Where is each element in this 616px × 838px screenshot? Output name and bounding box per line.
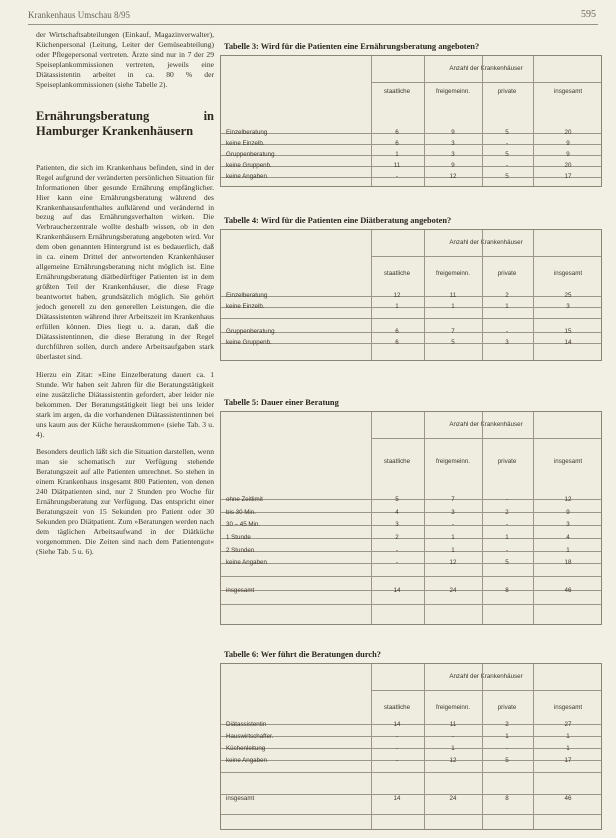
table-3 — [220, 42, 602, 187]
table-body — [220, 663, 602, 830]
table-cell: 1 — [566, 547, 570, 554]
table-cell: - — [451, 733, 455, 740]
table-cell: 3 — [451, 151, 455, 158]
group-header-label: Anzahl der Krankenhäuser — [449, 65, 523, 72]
group-header-label: Anzahl der Krankenhäuser — [449, 673, 523, 680]
table-cell: 17 — [564, 173, 572, 180]
running-head: Krankenhaus Umschau 8/95 — [28, 10, 130, 20]
table-cell: 7 — [451, 496, 455, 503]
table-cell: 25 — [564, 292, 572, 299]
table-cell: 6 — [395, 129, 399, 136]
column-divider — [371, 664, 372, 829]
table-cell: 3 — [395, 521, 399, 528]
table-cell: 1 — [451, 547, 455, 554]
table-title: Tabelle 5: Dauer einer Beratung — [224, 398, 339, 407]
row-label: Einzelberatung — [226, 129, 268, 136]
table-cell: 4 — [395, 509, 399, 516]
row-label: keine Gruppenb. — [226, 162, 272, 169]
table-cell: 1 — [505, 303, 509, 310]
column-header: staatliche — [383, 88, 411, 95]
table-body — [220, 55, 602, 187]
table-cell: 6 — [395, 140, 399, 147]
table-cell: 5 — [505, 559, 509, 566]
column-divider — [482, 664, 483, 829]
column-divider — [371, 230, 372, 360]
table-cell: 18 — [564, 559, 572, 566]
row-label: Küchenleitung — [226, 745, 266, 752]
paragraph-1: der Wirtschaftsabteilungen (Einkauf, Magazinverwalter), Küchenpersonal (Leitung, Leiter der Gemüseabteilung) oder Pflegepersonal vertreten. Ärzte sind nur in 7 der 29 Speiseplankommissionen vertreten, jeweils eine Diätassistentin arbeitet in ca. 80 % der Speiseplankommissionen (siehe Tabelle 2). — [36, 30, 214, 89]
row-label: insgesamt — [226, 587, 255, 594]
table-cell: 9 — [566, 151, 570, 158]
row-label: Gruppenberatung — [226, 328, 275, 335]
table-cell: 11 — [449, 721, 457, 728]
table-cell: 46 — [564, 795, 572, 802]
table-cell: 15 — [564, 328, 572, 335]
column-header: freigemeinn. — [435, 458, 471, 465]
row-label: keine Einzelb. — [226, 303, 265, 310]
table-cell: 14 — [393, 587, 401, 594]
table-cell: 1 — [566, 745, 570, 752]
table-cell: 1 — [505, 733, 509, 740]
row-label: keine Gruppenb. — [226, 339, 272, 346]
row-label: Hauswirtschafter. — [226, 733, 274, 740]
section-heading: Ernährungsberatung in Hamburger Krankenhäusern — [36, 108, 214, 138]
column-header: insgesamt — [553, 704, 583, 711]
table-cell: - — [395, 173, 399, 180]
row-label: ohne Zeitlimit — [226, 496, 263, 503]
column-divider — [424, 664, 425, 829]
table-cell: - — [395, 733, 399, 740]
table-cell: 9 — [451, 162, 455, 169]
row-divider — [221, 814, 601, 815]
table-cell: 1 — [505, 534, 509, 541]
table-cell: 5 — [505, 173, 509, 180]
column-divider — [482, 230, 483, 360]
group-header — [371, 664, 601, 691]
column-header: freigemeinn. — [435, 88, 471, 95]
table-cell: 5 — [451, 339, 455, 346]
row-divider — [221, 772, 601, 773]
group-header — [371, 412, 601, 439]
table-cell: 14 — [393, 721, 401, 728]
table-cell: - — [395, 745, 399, 752]
paragraph-2: Patienten, die sich im Krankenhaus befinden, sind in der Regel aufgrund der veränderten persönlichen Situation für Informationen über gesunde Ernährung empfänglicher. Hier kann eine Ernährungsberatung während des Krankenhausaufenthaltes aufklärend und verändernd in bezug auf das Ernährungsverhalten wirken. Die Verbraucherzentrale wollte deshalb wissen, ob in den Krankenhäusern Ernährungsberatung angeboten wird. Vor dem oben genannten Hintergrund ist es bedauerlich, daß in ca. einem Drittel der antwortenden Krankenhäuser allgemeine Ernährungsberatung nicht möglich ist. Eine Ernährungsberatung diätbedürftiger Patienten ist in dem größten Teil der Krankenhäuser, die diese Frage beantwortet haben, grundsätzlich möglich. Sie gehört jedoch generell zu den generellen Leistungen, die die Diätassistenten während ihrer Arbeitszeit im Krankenhaus erfüllen können. Dies liegt u. a. daran, daß die Diätassistentinnen, die diese Beratung in der Regel durchführen sollen, durch andere Arbeitsaufgaben stark überlastet sind. — [36, 162, 214, 361]
row-label: 1 Stunde — [226, 534, 251, 541]
header-rule — [28, 24, 598, 25]
table-cell: 11 — [449, 292, 457, 299]
row-label: 30 – 45 Min. — [226, 521, 261, 528]
table-cell: 24 — [449, 795, 457, 802]
group-header — [371, 56, 601, 83]
table-cell: 1 — [451, 745, 455, 752]
table-body — [220, 229, 602, 361]
page-number: 595 — [581, 9, 596, 20]
table-cell: 14 — [393, 795, 401, 802]
left-text-column — [36, 30, 214, 564]
table-cell: 1 — [451, 303, 455, 310]
table-cell: 5 — [395, 496, 399, 503]
column-header: staatliche — [383, 458, 411, 465]
column-divider — [533, 412, 534, 624]
column-divider — [424, 230, 425, 360]
row-divider — [221, 604, 601, 605]
column-header: freigemeinn. — [435, 270, 471, 277]
column-header: freigemeinn. — [435, 704, 471, 711]
table-cell: 24 — [449, 587, 457, 594]
row-label: Einzelberatung — [226, 292, 268, 299]
table-cell: 5 — [505, 129, 509, 136]
table-cell: 3 — [451, 140, 455, 147]
column-header: insgesamt — [553, 270, 583, 277]
paragraph-3: Hierzu ein Zitat: »Eine Einzelberatung dauert ca. 1 Stunde. Wir haben seit Jahren für die Beratungstätigkeit eine zusätzliche Diätassistentin gefordert, aber leider nie bekommen. Der Beratungstätigkeit liegt bei uns leider stark im argen, da die vorhandenen Diätassistentinnen bei uns kaum aus der Küche herauskommen« (siehe Tab. 3 u. 4). — [36, 369, 214, 439]
table-cell: - — [505, 162, 509, 169]
table-cell: 1 — [395, 303, 399, 310]
row-label: keine Angaben — [226, 559, 267, 566]
table-cell: 3 — [505, 339, 509, 346]
group-header-label: Anzahl der Krankenhäuser — [449, 421, 523, 428]
column-header: private — [497, 704, 517, 711]
group-header — [371, 230, 601, 257]
row-label: keine Einzelb. — [226, 140, 265, 147]
row-label: Gruppenberatung — [226, 151, 275, 158]
column-header: insgesamt — [553, 458, 583, 465]
row-label: Diätassistentin — [226, 721, 267, 728]
table-cell: 9 — [566, 509, 570, 516]
table-4 — [220, 216, 602, 361]
table-cell: 27 — [564, 721, 572, 728]
table-cell: 2 — [505, 292, 509, 299]
column-header: private — [497, 88, 517, 95]
table-cell: 1 — [395, 151, 399, 158]
row-divider — [221, 576, 601, 577]
table-cell: - — [395, 559, 399, 566]
table-cell: 3 — [566, 521, 570, 528]
table-cell: - — [395, 757, 399, 764]
table-body — [220, 411, 602, 625]
table-cell: 3 — [566, 303, 570, 310]
table-cell: - — [505, 521, 509, 528]
table-5 — [220, 398, 602, 625]
column-header: private — [497, 270, 517, 277]
column-divider — [371, 412, 372, 624]
table-cell: 12 — [449, 559, 457, 566]
table-cell: 9 — [451, 129, 455, 136]
column-header: staatliche — [383, 270, 411, 277]
table-title: Tabelle 4: Wird für die Patienten eine Diätberatung angeboten? — [224, 216, 452, 225]
table-cell: 46 — [564, 587, 572, 594]
table-cell: 11 — [393, 162, 401, 169]
table-cell: 1 — [566, 733, 570, 740]
table-cell: 12 — [449, 173, 457, 180]
table-cell: 1 — [451, 534, 455, 541]
table-cell: 6 — [395, 328, 399, 335]
table-cell: 14 — [564, 339, 572, 346]
table-cell: 2 — [395, 534, 399, 541]
row-label: bis 30 Min. — [226, 509, 256, 516]
column-header: staatliche — [383, 704, 411, 711]
row-label: 2 Stunden — [226, 547, 255, 554]
group-header-label: Anzahl der Krankenhäuser — [449, 239, 523, 246]
table-cell: - — [395, 547, 399, 554]
table-cell: 8 — [505, 587, 509, 594]
table-cell: 7 — [451, 328, 455, 335]
row-label: keine Angaben — [226, 173, 267, 180]
table-cell: 20 — [564, 129, 572, 136]
column-divider — [482, 412, 483, 624]
table-cell: 12 — [564, 496, 572, 503]
column-divider — [533, 664, 534, 829]
paragraph-4: Besonders deutlich läßt sich die Situation darstellen, wenn man sie schematisch zur Verfügung stehende Beratungszeit auf alle Patienten umrechnet. So stehen in einem Krankenhaus insgesamt 800 Patienten, von denen 240 Diätpatienten sind, nur 2 Stunden pro Woche für Ernährungsberatung zur Verfügung. Das entspricht einer Beratungszeit von 15 Sekunden pro Patient oder 30 Sekunden pro Diätpatient. Zum »Beratungen werden nach dem täglichen Arbeitsaufwand in der Diätküche vorgenommen. Die Zeiten sind nach dem Patientengut« (Siehe Tab. 5 u. 6). — [36, 447, 214, 556]
table-cell: - — [505, 328, 509, 335]
table-cell: 3 — [451, 509, 455, 516]
row-divider — [221, 318, 601, 319]
table-cell: 6 — [395, 339, 399, 346]
table-cell: 20 — [564, 162, 572, 169]
table-cell: - — [451, 521, 455, 528]
column-divider — [533, 230, 534, 360]
table-title: Tabelle 3: Wird für die Patienten eine Ernährungsberatung angeboten? — [224, 42, 480, 51]
table-cell: 5 — [505, 757, 509, 764]
table-cell: 5 — [505, 151, 509, 158]
row-label: keine Angaben — [226, 757, 267, 764]
table-cell: - — [505, 496, 509, 503]
table-cell: 8 — [505, 795, 509, 802]
table-6 — [220, 650, 602, 830]
column-header: insgesamt — [553, 88, 583, 95]
table-title: Tabelle 6: Wer führt die Beratungen durch? — [224, 650, 381, 659]
table-cell: 12 — [393, 292, 401, 299]
table-cell: 2 — [505, 509, 509, 516]
table-cell: - — [505, 547, 509, 554]
table-cell: - — [505, 745, 509, 752]
table-cell: 17 — [564, 757, 572, 764]
table-cell: 2 — [505, 721, 509, 728]
table-cell: 9 — [566, 140, 570, 147]
table-cell: - — [505, 140, 509, 147]
column-divider — [424, 412, 425, 624]
column-header: private — [497, 458, 517, 465]
table-cell: 12 — [449, 757, 457, 764]
table-cell: 4 — [566, 534, 570, 541]
row-label: insgesamt — [226, 795, 255, 802]
